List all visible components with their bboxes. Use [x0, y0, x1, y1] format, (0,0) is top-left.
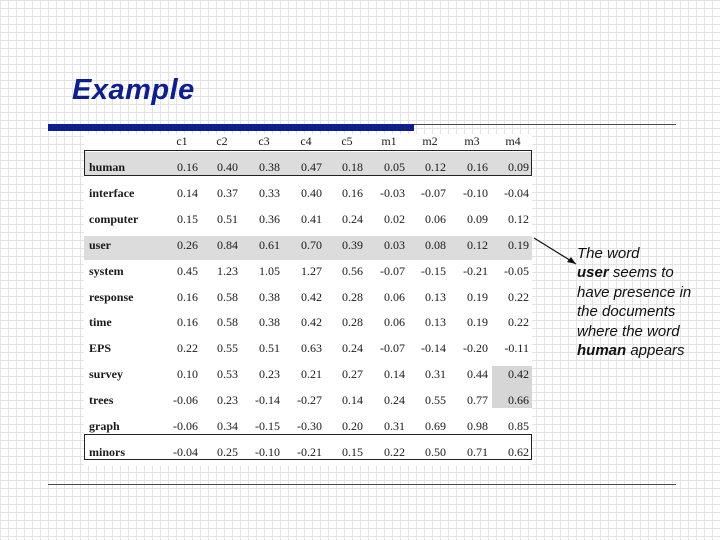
cell-user-c2: 0.84: [217, 237, 238, 252]
slide-title: Example: [72, 74, 195, 106]
cell-response-m2: 0.13: [425, 289, 446, 304]
cell-time-c2: 0.58: [217, 315, 238, 330]
cell-trees-c4: -0.27: [297, 393, 322, 408]
cell-response-m1: 0.06: [384, 289, 405, 304]
annotation-text: [577, 244, 707, 360]
cell-minors-c3: -0.10: [255, 444, 280, 459]
cell-system-c1: 0.45: [177, 263, 198, 278]
cell-trees-c3: -0.14: [255, 393, 280, 408]
cell-time-m1: 0.06: [384, 315, 405, 330]
cell-trees-c5: 0.14: [342, 393, 363, 408]
column-header-c3: c3: [258, 134, 270, 148]
cell-computer-c2: 0.51: [217, 211, 238, 226]
cell-time-c1: 0.16: [177, 315, 198, 330]
cell-user-m4: 0.19: [508, 237, 529, 252]
row-label-survey: survey: [89, 367, 123, 382]
cell-minors-m3: 0.71: [467, 444, 488, 459]
cell-interface-m3: -0.10: [463, 185, 488, 200]
cell-computer-c5: 0.24: [342, 211, 363, 226]
cell-graph-c1: -0.06: [173, 419, 198, 433]
column-header-c1: c1: [176, 134, 188, 148]
cell-system-c3: 1.05: [259, 263, 280, 278]
cell-human-m1: 0.05: [384, 160, 405, 174]
annotation-line1: The word: [577, 245, 640, 262]
cell-response-c2: 0.58: [217, 289, 238, 304]
cell-system-m1: -0.07: [380, 263, 405, 278]
cell-trees-m1: 0.24: [384, 393, 405, 408]
cell-survey-m4: 0.42: [508, 367, 529, 382]
cell-computer-c4: 0.41: [301, 211, 322, 226]
cell-graph-m4: 0.85: [508, 419, 529, 433]
cell-eps-c3: 0.51: [259, 341, 280, 356]
column-header-m4: m4: [505, 134, 521, 148]
term-document-matrix: [84, 134, 532, 466]
cell-minors-c2: 0.25: [217, 444, 238, 459]
cell-human-m3: 0.16: [467, 160, 488, 174]
arrow-icon: [530, 234, 582, 274]
cell-survey-m1: 0.14: [384, 367, 405, 382]
cell-minors-c1: -0.04: [173, 444, 198, 459]
annotation-line2: seems to have presence in the documents where the word: [577, 264, 692, 340]
cell-trees-c2: 0.23: [217, 393, 238, 408]
cell-interface-m2: -0.07: [421, 185, 446, 200]
cell-eps-c5: 0.24: [342, 341, 363, 356]
cell-user-m1: 0.03: [384, 237, 405, 252]
cell-system-m2: -0.15: [421, 263, 446, 278]
cell-trees-m4: 0.66: [508, 393, 529, 408]
cell-interface-c5: 0.16: [342, 185, 363, 200]
annotation-word-user: user: [577, 264, 609, 282]
cell-eps-c2: 0.55: [217, 341, 238, 356]
cell-response-m4: 0.22: [508, 289, 529, 304]
cell-time-m2: 0.13: [425, 315, 446, 330]
cell-human-c2: 0.40: [217, 160, 238, 174]
cell-survey-c3: 0.23: [259, 367, 280, 382]
cell-user-c5: 0.39: [342, 237, 363, 252]
cell-graph-m3: 0.98: [467, 419, 488, 433]
cell-computer-c1: 0.15: [177, 211, 198, 226]
cell-interface-c1: 0.14: [177, 185, 198, 200]
cell-trees-c1: -0.06: [173, 393, 198, 408]
cell-computer-m2: 0.06: [425, 211, 446, 226]
cell-trees-m2: 0.55: [425, 393, 446, 408]
cell-minors-m1: 0.22: [384, 444, 405, 459]
cell-interface-c4: 0.40: [301, 185, 322, 200]
row-label-eps: EPS: [89, 341, 112, 356]
cell-response-c3: 0.38: [259, 289, 280, 304]
cell-system-m4: -0.05: [504, 263, 529, 278]
cell-computer-m3: 0.09: [467, 211, 488, 226]
row-label-time: time: [89, 315, 112, 330]
cell-graph-c3: -0.15: [255, 419, 280, 433]
cell-survey-m3: 0.44: [467, 367, 488, 382]
cell-computer-m1: 0.02: [384, 211, 405, 226]
cell-eps-m3: -0.20: [463, 341, 488, 356]
cell-eps-m4: -0.11: [504, 341, 529, 356]
cell-time-m3: 0.19: [467, 315, 488, 330]
cell-response-c5: 0.28: [342, 289, 363, 304]
cell-interface-m4: -0.04: [504, 185, 529, 200]
row-label-user: user: [89, 237, 111, 252]
cell-system-c4: 1.27: [301, 263, 322, 278]
cell-user-m3: 0.12: [467, 237, 488, 252]
row-label-response: response: [89, 289, 134, 304]
cell-minors-c5: 0.15: [342, 444, 363, 459]
cell-system-c2: 1.23: [217, 263, 238, 278]
cell-response-c1: 0.16: [177, 289, 198, 304]
cell-minors-c4: -0.21: [297, 444, 322, 459]
cell-graph-m2: 0.69: [425, 419, 446, 433]
cell-minors-m4: 0.62: [508, 444, 529, 459]
cell-human-c3: 0.38: [259, 160, 280, 174]
cell-time-c4: 0.42: [301, 315, 322, 330]
cell-eps-m1: -0.07: [380, 341, 405, 356]
bottom-rule: [48, 484, 676, 485]
annotation-word-human: human: [577, 342, 627, 360]
cell-time-c3: 0.38: [259, 315, 280, 330]
cell-system-c5: 0.56: [342, 263, 363, 278]
cell-graph-c2: 0.34: [217, 419, 238, 433]
cell-eps-c1: 0.22: [177, 341, 198, 356]
title-rule-thick: [48, 124, 414, 131]
cell-user-c1: 0.26: [177, 237, 198, 252]
cell-interface-m1: -0.03: [380, 185, 405, 200]
cell-graph-c4: -0.30: [297, 419, 322, 433]
cell-user-c3: 0.61: [259, 237, 280, 252]
column-header-m2: m2: [422, 134, 438, 148]
column-header-m3: m3: [464, 134, 480, 148]
cell-computer-c3: 0.36: [259, 211, 280, 226]
cell-user-c4: 0.70: [301, 237, 322, 252]
cell-time-m4: 0.22: [508, 315, 529, 330]
cell-human-c4: 0.47: [301, 160, 322, 174]
cell-survey-c2: 0.53: [217, 367, 238, 382]
cell-response-c4: 0.42: [301, 289, 322, 304]
cell-minors-m2: 0.50: [425, 444, 446, 459]
cell-interface-c3: 0.33: [259, 185, 280, 200]
row-label-human: human: [89, 160, 126, 174]
cell-graph-m1: 0.31: [384, 419, 405, 433]
column-header-c2: c2: [216, 134, 228, 148]
cell-survey-c4: 0.21: [301, 367, 322, 382]
title-rule-thin: [414, 124, 676, 125]
cell-survey-c1: 0.10: [177, 367, 198, 382]
column-header-c5: c5: [341, 134, 353, 148]
cell-graph-c5: 0.20: [342, 419, 363, 433]
annotation-line3: appears: [626, 342, 685, 360]
row-label-computer: computer: [89, 211, 139, 226]
cell-eps-m2: -0.14: [421, 341, 446, 356]
cell-human-m4: 0.09: [508, 160, 529, 174]
cell-interface-c2: 0.37: [217, 185, 238, 200]
cell-user-m2: 0.08: [425, 237, 446, 252]
cell-computer-m4: 0.12: [508, 211, 529, 226]
cell-human-c5: 0.18: [342, 160, 363, 174]
row-label-graph: graph: [89, 419, 120, 433]
cell-human-m2: 0.12: [425, 160, 446, 174]
cell-response-m3: 0.19: [467, 289, 488, 304]
cell-trees-m3: 0.77: [467, 393, 488, 408]
column-header-m1: m1: [381, 134, 397, 148]
cell-human-c1: 0.16: [177, 160, 198, 174]
cell-survey-c5: 0.27: [342, 367, 363, 382]
row-label-system: system: [89, 263, 124, 278]
cell-system-m3: -0.21: [463, 263, 488, 278]
cell-time-c5: 0.28: [342, 315, 363, 330]
row-label-minors: minors: [89, 444, 125, 459]
row-label-trees: trees: [89, 393, 114, 408]
column-header-c4: c4: [300, 134, 312, 148]
cell-eps-c4: 0.63: [301, 341, 322, 356]
cell-survey-m2: 0.31: [425, 367, 446, 382]
row-label-interface: interface: [89, 185, 135, 200]
